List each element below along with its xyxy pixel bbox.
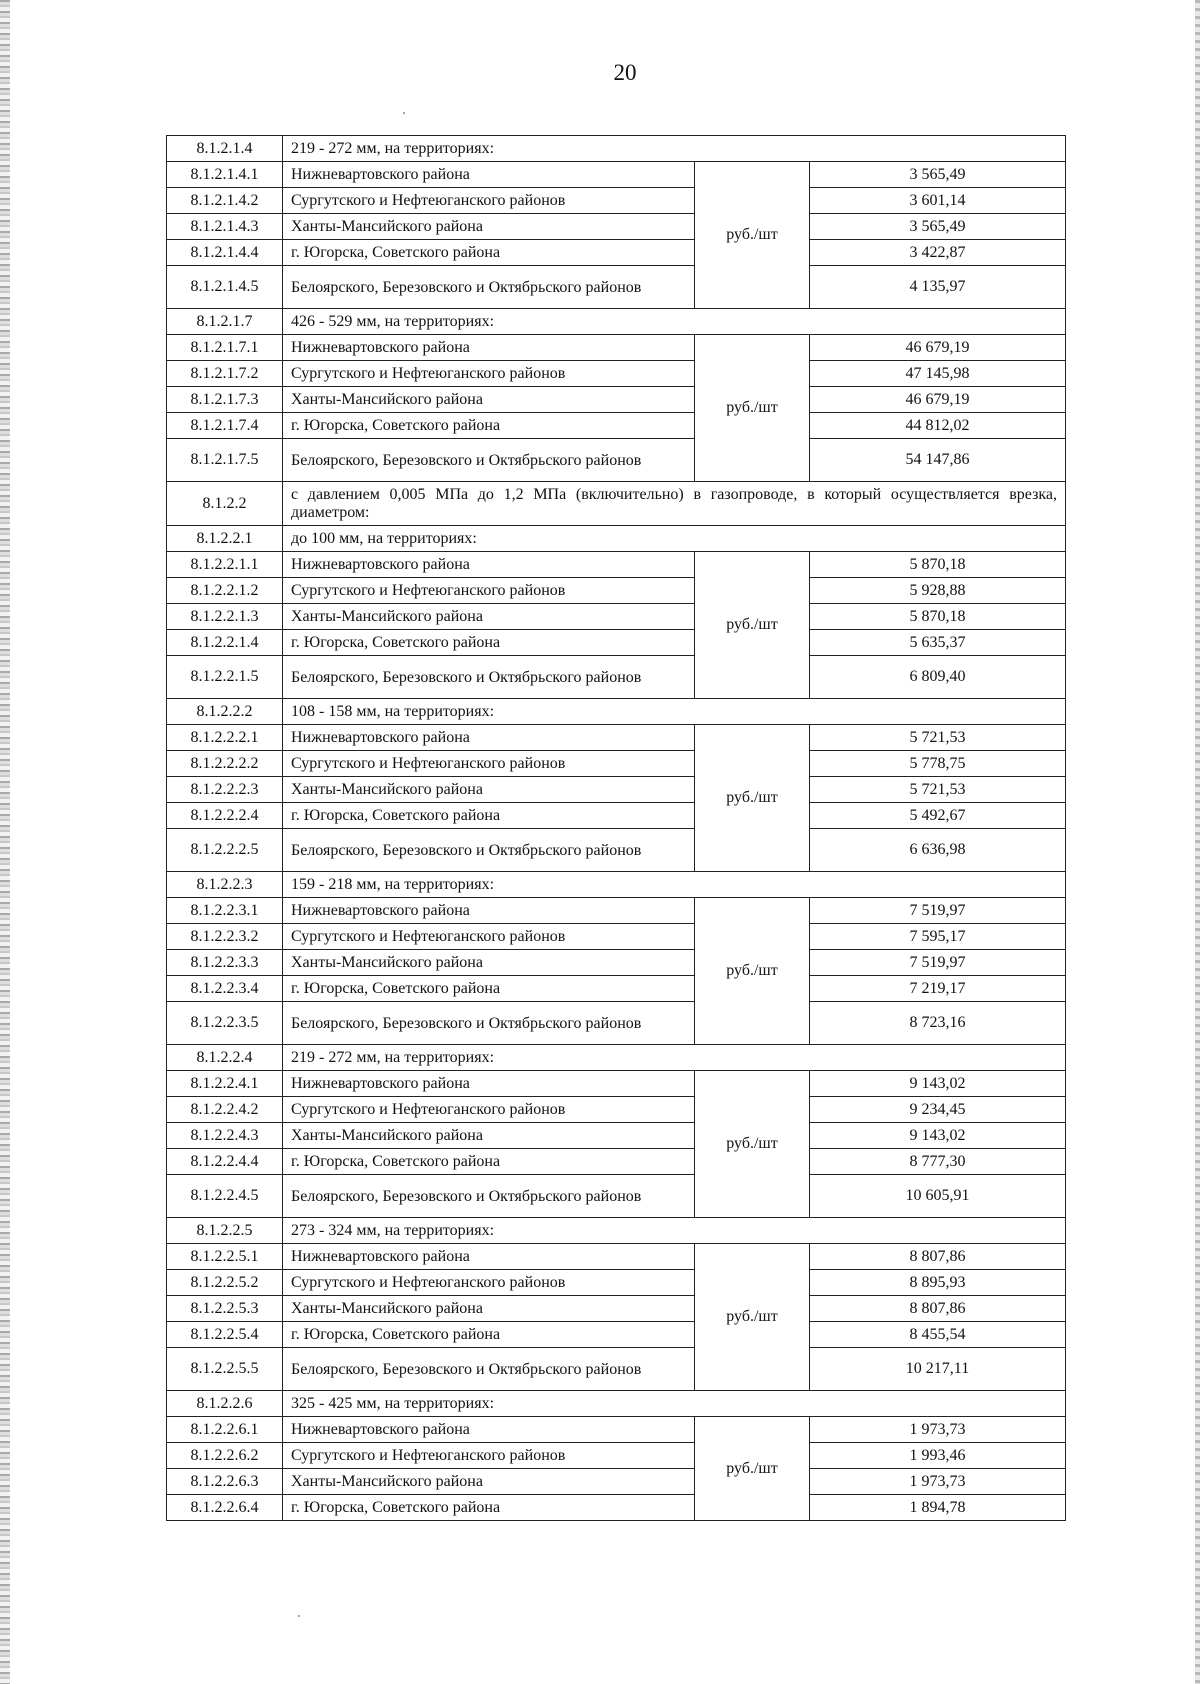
item-description: Сургутского и Нефтеюганского районов (283, 924, 695, 950)
item-code: 8.1.2.2.1.5 (167, 656, 283, 699)
item-description: Белоярского, Березовского и Октябрьского районов (283, 829, 695, 872)
item-description: Сургутского и Нефтеюганского районов (283, 361, 695, 387)
price-value: 1 973,73 (810, 1417, 1066, 1443)
unit-cell: руб./шт (695, 1071, 810, 1218)
unit-cell: руб./шт (695, 898, 810, 1045)
table-row (167, 162, 1066, 188)
item-description: Ханты-Мансийского района (283, 214, 695, 240)
table-row (167, 898, 1066, 924)
item-description: Ханты-Мансийского района (283, 1123, 695, 1149)
item-code: 8.1.2.2.4.1 (167, 1071, 283, 1097)
group-description: 219 - 272 мм, на территориях: (283, 1045, 1066, 1071)
table-row (167, 725, 1066, 751)
table-row (167, 387, 1066, 413)
table-row (167, 924, 1066, 950)
item-code: 8.1.2.2.2.3 (167, 777, 283, 803)
table-row (167, 439, 1066, 482)
table-row (167, 1002, 1066, 1045)
item-code: 8.1.2.1.4.2 (167, 188, 283, 214)
item-description: Нижневартовского района (283, 898, 695, 924)
table-row (167, 751, 1066, 777)
group-description: 426 - 529 мм, на территориях: (283, 309, 1066, 335)
price-value: 8 455,54 (810, 1322, 1066, 1348)
price-value: 5 870,18 (810, 552, 1066, 578)
item-description: Сургутского и Нефтеюганского районов (283, 751, 695, 777)
item-description: Белоярского, Березовского и Октябрьского районов (283, 439, 695, 482)
item-description: Сургутского и Нефтеюганского районов (283, 1097, 695, 1123)
item-code: 8.1.2.1.7.3 (167, 387, 283, 413)
table-row (167, 630, 1066, 656)
table-row (167, 1322, 1066, 1348)
item-code: 8.1.2.2.3.2 (167, 924, 283, 950)
price-value: 7 519,97 (810, 898, 1066, 924)
item-description: Ханты-Мансийского района (283, 1469, 695, 1495)
item-description: Нижневартовского района (283, 1071, 695, 1097)
item-code: 8.1.2.2.4.3 (167, 1123, 283, 1149)
table-row (167, 1417, 1066, 1443)
item-code: 8.1.2.2.2.5 (167, 829, 283, 872)
group-description: 325 - 425 мм, на территориях: (283, 1391, 1066, 1417)
unit-cell: руб./шт (695, 1244, 810, 1391)
price-value: 5 870,18 (810, 604, 1066, 630)
table-row (167, 656, 1066, 699)
item-description: Сургутского и Нефтеюганского районов (283, 188, 695, 214)
group-header-row (167, 136, 1066, 162)
group-header-row (167, 1045, 1066, 1071)
item-code: 8.1.2.2.4.5 (167, 1175, 283, 1218)
table-row (167, 335, 1066, 361)
item-description: г. Югорска, Советского района (283, 1149, 695, 1175)
item-code: 8.1.2.2.1.1 (167, 552, 283, 578)
item-code: 8.1.2.2.3 (167, 872, 283, 898)
price-value: 7 219,17 (810, 976, 1066, 1002)
item-description: Белоярского, Березовского и Октябрьского районов (283, 656, 695, 699)
item-description: Белоярского, Березовского и Октябрьского районов (283, 266, 695, 309)
unit-cell: руб./шт (695, 162, 810, 309)
price-value: 44 812,02 (810, 413, 1066, 439)
item-description: Сургутского и Нефтеюганского районов (283, 578, 695, 604)
item-code: 8.1.2.1.7 (167, 309, 283, 335)
price-value: 6 636,98 (810, 829, 1066, 872)
item-description: Ханты-Мансийского района (283, 950, 695, 976)
item-code: 8.1.2.2.6 (167, 1391, 283, 1417)
price-value: 4 135,97 (810, 266, 1066, 309)
price-value: 3 422,87 (810, 240, 1066, 266)
table-row (167, 1469, 1066, 1495)
item-code: 8.1.2.2.1.4 (167, 630, 283, 656)
table-row (167, 803, 1066, 829)
scan-speck (403, 112, 405, 114)
price-value: 6 809,40 (810, 656, 1066, 699)
item-description: г. Югорска, Советского района (283, 803, 695, 829)
unit-cell: руб./шт (695, 335, 810, 482)
item-description: Нижневартовского района (283, 725, 695, 751)
item-code: 8.1.2.2.4 (167, 1045, 283, 1071)
item-code: 8.1.2.2.5.2 (167, 1270, 283, 1296)
table-row (167, 552, 1066, 578)
price-value: 3 565,49 (810, 162, 1066, 188)
tariff-table-body (167, 136, 1066, 1521)
item-description: Белоярского, Березовского и Октябрьского районов (283, 1348, 695, 1391)
price-value: 3 565,49 (810, 214, 1066, 240)
item-description: г. Югорска, Советского района (283, 1322, 695, 1348)
item-code: 8.1.2.2.3.4 (167, 976, 283, 1002)
tariff-table (166, 135, 1066, 1521)
group-description: до 100 мм, на территориях: (283, 526, 1066, 552)
price-value: 10 605,91 (810, 1175, 1066, 1218)
item-description: г. Югорска, Советского района (283, 1495, 695, 1521)
item-code: 8.1.2.1.4.3 (167, 214, 283, 240)
table-row (167, 1348, 1066, 1391)
item-code: 8.1.2.2.3.3 (167, 950, 283, 976)
price-value: 10 217,11 (810, 1348, 1066, 1391)
scan-speck (298, 1615, 300, 1617)
item-description: Сургутского и Нефтеюганского районов (283, 1270, 695, 1296)
item-description: г. Югорска, Советского района (283, 976, 695, 1002)
section-header-row (167, 482, 1066, 526)
item-code: 8.1.2.2.6.2 (167, 1443, 283, 1469)
group-header-row (167, 526, 1066, 552)
price-value: 5 928,88 (810, 578, 1066, 604)
table-row (167, 1495, 1066, 1521)
item-description: Нижневартовского района (283, 1244, 695, 1270)
table-row (167, 188, 1066, 214)
item-description: Белоярского, Березовского и Октябрьского районов (283, 1175, 695, 1218)
price-value: 1 894,78 (810, 1495, 1066, 1521)
unit-cell: руб./шт (695, 1417, 810, 1521)
group-header-row (167, 1391, 1066, 1417)
item-description: Белоярского, Березовского и Октябрьского районов (283, 1002, 695, 1045)
item-code: 8.1.2.1.4 (167, 136, 283, 162)
price-value: 8 777,30 (810, 1149, 1066, 1175)
table-row (167, 1244, 1066, 1270)
price-value: 46 679,19 (810, 335, 1066, 361)
price-value: 5 635,37 (810, 630, 1066, 656)
group-description: 219 - 272 мм, на территориях: (283, 136, 1066, 162)
item-description: Ханты-Мансийского района (283, 777, 695, 803)
price-value: 9 234,45 (810, 1097, 1066, 1123)
table-row (167, 361, 1066, 387)
item-code: 8.1.2.1.4.5 (167, 266, 283, 309)
item-description: Нижневартовского района (283, 162, 695, 188)
price-value: 5 721,53 (810, 777, 1066, 803)
unit-cell: руб./шт (695, 725, 810, 872)
scan-edge-right (1195, 0, 1200, 1684)
price-value: 7 595,17 (810, 924, 1066, 950)
item-description: Нижневартовского района (283, 335, 695, 361)
group-header-row (167, 309, 1066, 335)
item-code: 8.1.2.2.6.1 (167, 1417, 283, 1443)
price-value: 5 721,53 (810, 725, 1066, 751)
item-code: 8.1.2.2.5 (167, 1218, 283, 1244)
table-row (167, 240, 1066, 266)
price-value: 46 679,19 (810, 387, 1066, 413)
table-row (167, 777, 1066, 803)
table-row (167, 1071, 1066, 1097)
price-value: 8 895,93 (810, 1270, 1066, 1296)
table-row (167, 1270, 1066, 1296)
item-code: 8.1.2.1.7.4 (167, 413, 283, 439)
item-code: 8.1.2.2.5.1 (167, 1244, 283, 1270)
group-description: 159 - 218 мм, на территориях: (283, 872, 1066, 898)
table-row (167, 976, 1066, 1002)
item-code: 8.1.2.1.7.2 (167, 361, 283, 387)
price-value: 5 778,75 (810, 751, 1066, 777)
group-description: 108 - 158 мм, на территориях: (283, 699, 1066, 725)
price-value: 8 807,86 (810, 1244, 1066, 1270)
price-value: 8 807,86 (810, 1296, 1066, 1322)
item-code: 8.1.2.2.3.5 (167, 1002, 283, 1045)
table-row (167, 1296, 1066, 1322)
group-description: с давлением 0,005 МПа до 1,2 МПа (включительно) в газопроводе, в который осуществляется врезка, диаметром: (283, 482, 1066, 526)
table-row (167, 266, 1066, 309)
item-code: 8.1.2.2.3.1 (167, 898, 283, 924)
price-value: 8 723,16 (810, 1002, 1066, 1045)
table-row (167, 1149, 1066, 1175)
price-value: 47 145,98 (810, 361, 1066, 387)
item-description: Ханты-Мансийского района (283, 1296, 695, 1322)
item-code: 8.1.2.2.6.3 (167, 1469, 283, 1495)
item-code: 8.1.2.1.4.4 (167, 240, 283, 266)
page-number: 20 (613, 60, 637, 85)
item-code: 8.1.2.2.2.2 (167, 751, 283, 777)
item-code: 8.1.2.2.1.3 (167, 604, 283, 630)
price-value: 9 143,02 (810, 1071, 1066, 1097)
item-description: Ханты-Мансийского района (283, 387, 695, 413)
price-value: 3 601,14 (810, 188, 1066, 214)
item-code: 8.1.2.2.6.4 (167, 1495, 283, 1521)
table-row (167, 578, 1066, 604)
item-code: 8.1.2.2 (167, 482, 283, 526)
item-code: 8.1.2.1.7.5 (167, 439, 283, 482)
item-description: Нижневартовского района (283, 1417, 695, 1443)
price-value: 1 993,46 (810, 1443, 1066, 1469)
scan-edge-left (0, 0, 10, 1684)
item-code: 8.1.2.2.2.4 (167, 803, 283, 829)
item-description: Ханты-Мансийского района (283, 604, 695, 630)
price-value: 54 147,86 (810, 439, 1066, 482)
item-code: 8.1.2.2.2 (167, 699, 283, 725)
table-row (167, 1175, 1066, 1218)
item-description: г. Югорска, Советского района (283, 630, 695, 656)
price-value: 1 973,73 (810, 1469, 1066, 1495)
item-code: 8.1.2.2.5.5 (167, 1348, 283, 1391)
group-description: 273 - 324 мм, на территориях: (283, 1218, 1066, 1244)
item-description: г. Югорска, Советского района (283, 413, 695, 439)
item-code: 8.1.2.1.4.1 (167, 162, 283, 188)
table-row (167, 1443, 1066, 1469)
item-code: 8.1.2.2.5.4 (167, 1322, 283, 1348)
table-row (167, 604, 1066, 630)
table-row (167, 413, 1066, 439)
item-code: 8.1.2.1.7.1 (167, 335, 283, 361)
item-code: 8.1.2.2.1.2 (167, 578, 283, 604)
item-code: 8.1.2.2.5.3 (167, 1296, 283, 1322)
price-value: 5 492,67 (810, 803, 1066, 829)
table-row (167, 214, 1066, 240)
table-row (167, 1123, 1066, 1149)
item-code: 8.1.2.2.2.1 (167, 725, 283, 751)
item-description: г. Югорска, Советского района (283, 240, 695, 266)
item-code: 8.1.2.2.4.4 (167, 1149, 283, 1175)
item-description: Нижневартовского района (283, 552, 695, 578)
price-value: 7 519,97 (810, 950, 1066, 976)
group-header-row (167, 872, 1066, 898)
table-row (167, 1097, 1066, 1123)
price-value: 9 143,02 (810, 1123, 1066, 1149)
item-description: Сургутского и Нефтеюганского районов (283, 1443, 695, 1469)
item-code: 8.1.2.2.1 (167, 526, 283, 552)
table-row (167, 829, 1066, 872)
table-row (167, 950, 1066, 976)
group-header-row (167, 1218, 1066, 1244)
item-code: 8.1.2.2.4.2 (167, 1097, 283, 1123)
group-header-row (167, 699, 1066, 725)
unit-cell: руб./шт (695, 552, 810, 699)
